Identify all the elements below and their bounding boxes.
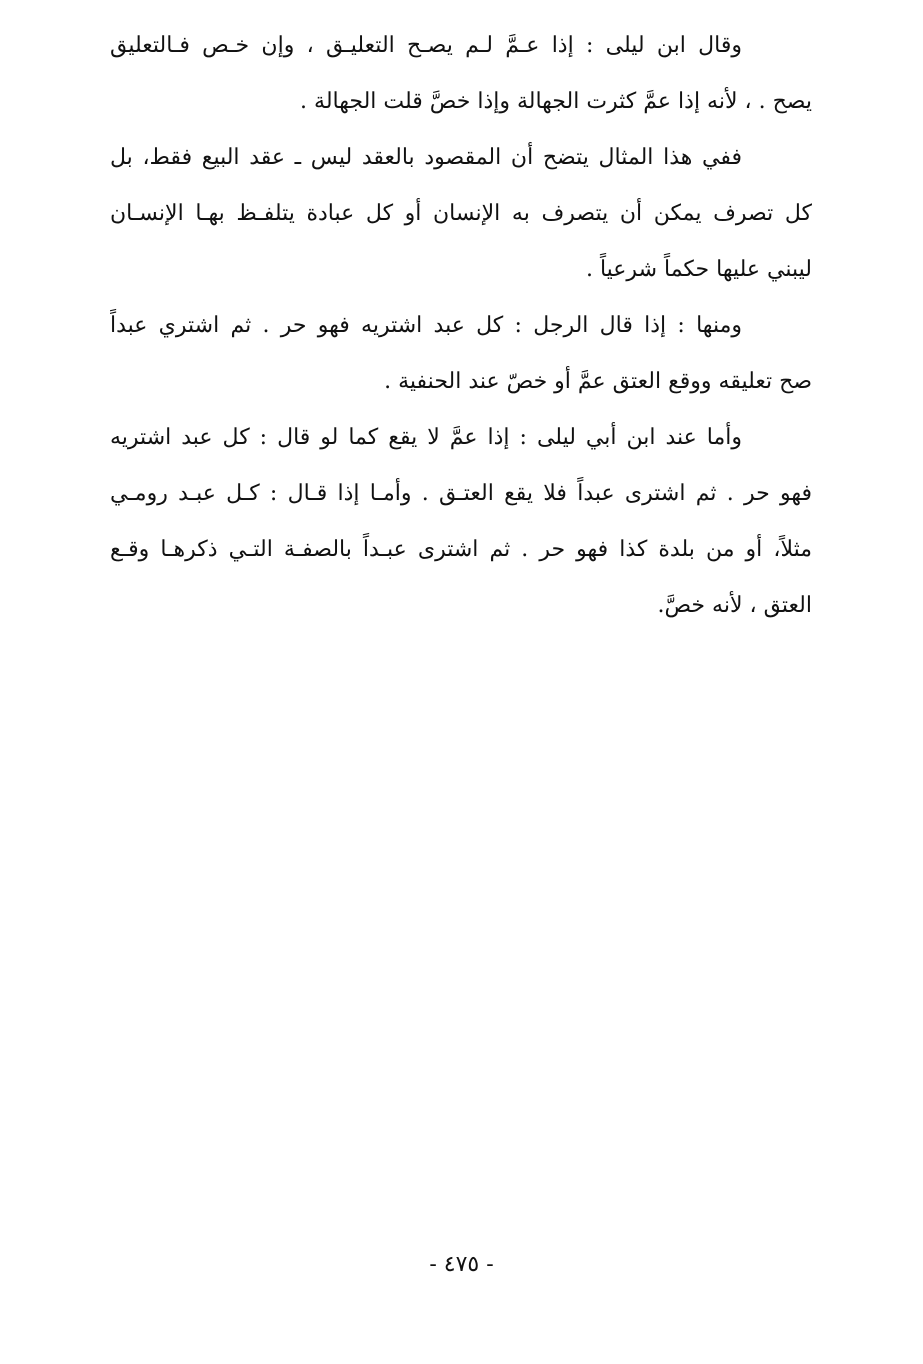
paragraph-hanafi-example: [110, 298, 812, 410]
page-number: - ٤٧٥ -: [429, 1252, 494, 1277]
text-line: فهو حر . ثم اشترى عبداً فلا يقع العتـق . وأمـا إذا قـال : كـل عبـد رومـي: [110, 481, 812, 506]
text-line: ليبني عليها حكماً شرعياً .: [585, 257, 812, 282]
text-line: مثلاً، أو من بلدة كذا فهو حر . ثم اشترى عبـداً بالصفـة التـي ذكرهـا وقـع: [110, 537, 812, 562]
text-line: العتق ، لأنه خصَّ.: [657, 593, 812, 618]
body-text: [110, 18, 812, 634]
text-line: ومنها : إذا قال الرجل : كل عبد اشتريه فهو حر . ثم اشتري عبداً: [110, 313, 742, 338]
text-line: وأما عند ابن أبي ليلى : إذا عمَّ لا يقع كما لو قال : كل عبد اشتريه: [110, 425, 742, 450]
paragraph-example-explanation: [110, 130, 812, 298]
text-line: كل تصرف يمكن أن يتصرف به الإنسان أو كل عبادة يتلفـظ بهـا الإنسـان: [110, 201, 812, 226]
text-line: يصح . ، لأنه إذا عمَّ كثرت الجهالة وإذا خصَّ قلت الجهالة .: [300, 89, 812, 114]
text-line: صح تعليقه ووقع العتق عمَّ أو خصّ عند الحنفية .: [384, 369, 812, 394]
text-line: ففي هذا المثال يتضح أن المقصود بالعقد ليس ـ عقد البيع فقط، بل: [110, 145, 742, 170]
text-line: وقال ابن ليلى : إذا عـمَّ لـم يصـح التعليـق ، وإن خـص فـالتعليق: [110, 33, 742, 58]
paragraph-ibn-abi-layla-opinion: [110, 410, 812, 634]
paragraph-ibn-layla-opinion: [110, 18, 812, 130]
